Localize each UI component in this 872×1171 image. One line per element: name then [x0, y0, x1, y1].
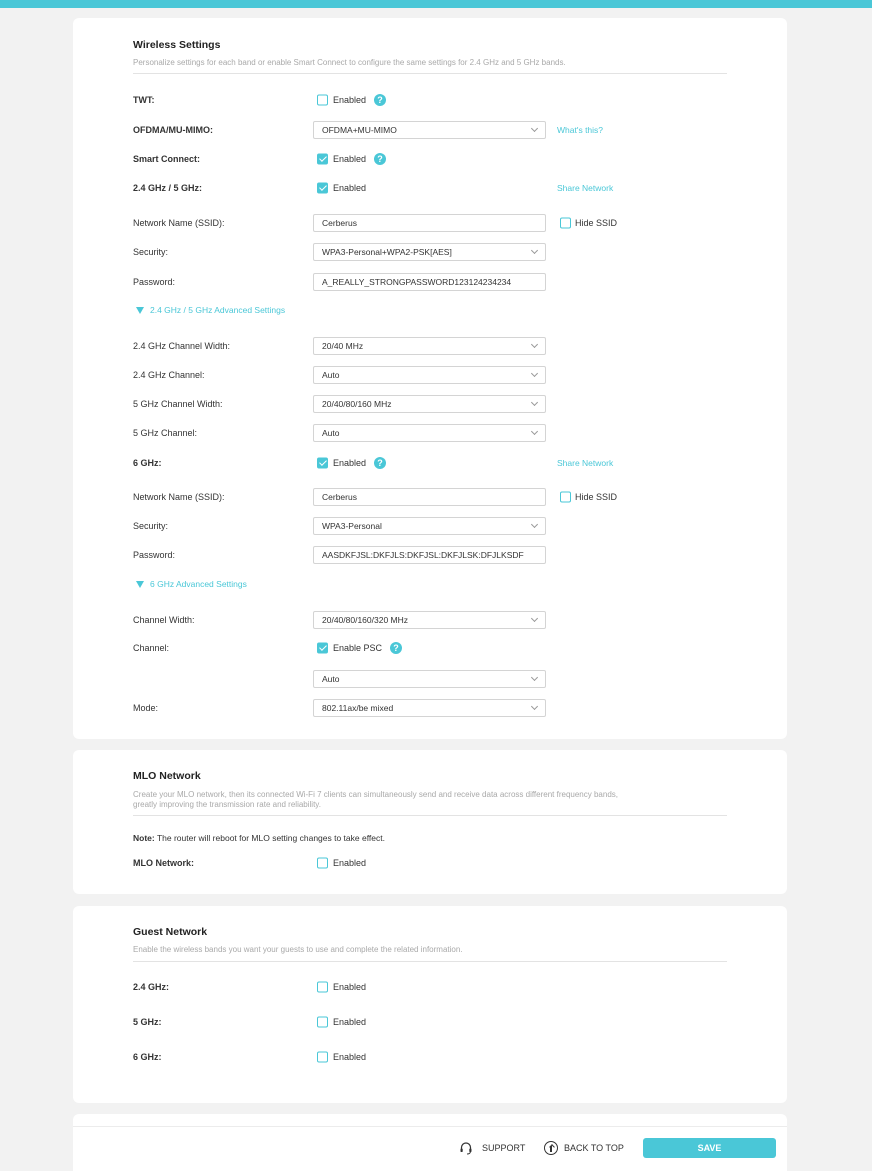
chevron-down-icon: [531, 247, 538, 254]
wireless-settings-card: [73, 18, 787, 739]
ch5-label: 5 GHz Channel:: [133, 428, 198, 438]
twt-row: [73, 90, 787, 110]
ssid6-row: [73, 487, 787, 507]
security6-value: WPA3-Personal: [322, 521, 382, 531]
section-divider: [133, 73, 727, 74]
chevron-down-icon: [531, 615, 538, 622]
section-description-line1: Create your MLO network, then its connected Wi-Fi 7 clients can simultaneously send and receive data across different frequency bands,: [133, 790, 618, 799]
chevron-down-icon: [531, 674, 538, 681]
band-24-5-row: [73, 178, 787, 198]
ssid-input[interactable]: Cerberus: [313, 214, 546, 232]
ch6-psc-row: [73, 638, 787, 658]
share-network-link[interactable]: Share Network: [557, 183, 614, 193]
band-6-enabled-label: Enabled: [333, 458, 367, 468]
footer-divider: [73, 1126, 787, 1127]
band-24-5-label: 2.4 GHz / 5 GHz:: [133, 183, 203, 193]
mlo-network-card: [73, 750, 787, 894]
ch5-width-select[interactable]: [313, 395, 546, 413]
ssid-label: Network Name (SSID):: [133, 218, 225, 228]
ch24-width-label: 2.4 GHz Channel Width:: [133, 341, 231, 351]
chevron-down-icon: [531, 370, 538, 377]
ssid-row: [73, 213, 787, 233]
hide-ssid6-checkbox[interactable]: [560, 492, 571, 503]
ch5-value: Auto: [322, 428, 340, 438]
advanced-settings-link[interactable]: 2.4 GHz / 5 GHz Advanced Settings: [136, 305, 285, 315]
ch6-value: Auto: [322, 674, 340, 684]
mode-value: 802.11ax/be mixed: [322, 703, 394, 713]
ch24-value: Auto: [322, 370, 340, 380]
guest-5-row: [73, 1012, 787, 1032]
save-button[interactable]: SAVE: [643, 1138, 776, 1158]
guest-network-card: [73, 906, 787, 1103]
band-6-label: 6 GHz:: [133, 458, 162, 468]
advanced-settings-toggle-24-5[interactable]: [73, 300, 787, 320]
smart-connect-checkbox[interactable]: [317, 154, 328, 165]
guest-6-enabled-label: Enabled: [333, 1052, 367, 1062]
band-6-checkbox[interactable]: [317, 458, 328, 469]
password6-row: [73, 545, 787, 565]
ch24-select[interactable]: [313, 366, 546, 384]
headset-icon[interactable]: [459, 1141, 473, 1155]
section-divider: [133, 961, 727, 962]
whats-this-link[interactable]: What's this?: [557, 125, 604, 135]
hide-ssid-label: Hide SSID: [575, 218, 618, 228]
security6-select[interactable]: [313, 517, 546, 535]
section-title: Wireless Settings: [133, 39, 221, 51]
password6-label: Password:: [133, 550, 176, 560]
back-to-top-icon[interactable]: [544, 1141, 558, 1155]
password-input[interactable]: A_REALLY_STRONGPASSWORD123124234234: [313, 273, 546, 291]
smart-connect-enabled-label: Enabled: [333, 154, 367, 164]
ch5-width-value: 20/40/80/160 MHz: [322, 399, 392, 409]
section-description: Personalize settings for each band or enable Smart Connect to configure the same settings for 2.4 GHz and 5 GHz bands.: [133, 58, 566, 67]
ch6-select[interactable]: [313, 670, 546, 688]
security-row: [73, 242, 787, 262]
top-accent-bar: [0, 0, 872, 8]
ch6-label: Channel:: [133, 643, 170, 653]
ssid6-input[interactable]: Cerberus: [313, 488, 546, 506]
help-icon[interactable]: ?: [374, 94, 386, 106]
advanced-settings-toggle-6[interactable]: [73, 574, 787, 594]
guest-24-row: [73, 977, 787, 997]
mlo-note: Note: The router will reboot for MLO setting changes to take effect.: [133, 833, 385, 843]
band-24-5-enabled-label: Enabled: [333, 183, 367, 193]
guest-6-row: [73, 1047, 787, 1067]
mode-row: [73, 698, 787, 718]
security-value: WPA3-Personal+WPA2-PSK[AES]: [322, 247, 452, 257]
ofdma-select[interactable]: [313, 121, 546, 139]
ofdma-row: [73, 120, 787, 140]
ch24-width-select[interactable]: [313, 337, 546, 355]
ch6-select-row: [73, 669, 787, 689]
guest-24-enabled-label: Enabled: [333, 982, 367, 992]
guest-24-label: 2.4 GHz:: [133, 982, 170, 992]
ch5-select[interactable]: [313, 424, 546, 442]
ofdma-value: OFDMA+MU-MIMO: [322, 125, 397, 135]
password-row: [73, 272, 787, 292]
guest-6-checkbox[interactable]: [317, 1052, 328, 1063]
chevron-down-icon: [531, 521, 538, 528]
ch24-label: 2.4 GHz Channel:: [133, 370, 205, 380]
hide-ssid-checkbox[interactable]: [560, 218, 571, 229]
chevron-down-icon: [531, 399, 538, 406]
band-24-5-checkbox[interactable]: [317, 183, 328, 194]
guest-5-label: 5 GHz:: [133, 1017, 162, 1027]
share-network-link[interactable]: Share Network: [557, 458, 614, 468]
help-icon[interactable]: ?: [374, 457, 386, 469]
footer-card: [73, 1114, 787, 1171]
ch5-row: [73, 423, 787, 443]
twt-enabled-label: Enabled: [333, 95, 367, 105]
section-title: Guest Network: [133, 926, 208, 938]
security-select[interactable]: [313, 243, 546, 261]
mode-select[interactable]: [313, 699, 546, 717]
mlo-network-row: [73, 853, 787, 873]
section-title: MLO Network: [133, 770, 201, 782]
mlo-network-checkbox[interactable]: [317, 858, 328, 869]
section-divider: [133, 815, 727, 816]
guest-24-checkbox[interactable]: [317, 982, 328, 993]
ch24-row: [73, 365, 787, 385]
chevron-down-icon: [531, 341, 538, 348]
mlo-enabled-label: Enabled: [333, 858, 367, 868]
ch6-width-label: Channel Width:: [133, 615, 195, 625]
twt-checkbox[interactable]: [317, 95, 328, 106]
enable-psc-checkbox[interactable]: [317, 643, 328, 654]
password6-input[interactable]: AASDKFJSL:DKFJLS:DKFJSL:DKFJLSK:DFJLKSDF: [313, 546, 546, 564]
section-description: Enable the wireless bands you want your guests to use and complete the related information.: [133, 945, 463, 954]
ofdma-label: OFDMA/MU-MIMO:: [133, 125, 213, 135]
ch5-width-row: [73, 394, 787, 414]
ch5-width-label: 5 GHz Channel Width:: [133, 399, 223, 409]
back-to-top-link[interactable]: BACK TO TOP: [564, 1143, 624, 1153]
guest-5-enabled-label: Enabled: [333, 1017, 367, 1027]
guest-5-checkbox[interactable]: [317, 1017, 328, 1028]
help-icon[interactable]: ?: [374, 153, 386, 165]
smart-connect-row: [73, 149, 787, 169]
twt-label: TWT:: [133, 95, 155, 105]
security-label: Security:: [133, 247, 169, 257]
chevron-down-icon: [531, 125, 538, 132]
ch24-width-value: 20/40 MHz: [322, 341, 364, 351]
security6-label: Security:: [133, 521, 169, 531]
enable-psc-label: Enable PSC: [333, 643, 383, 653]
support-link[interactable]: SUPPORT: [482, 1143, 526, 1153]
chevron-down-icon: [531, 703, 538, 710]
mlo-network-label: MLO Network:: [133, 858, 195, 868]
ch6-width-select[interactable]: [313, 611, 546, 629]
section-description-line2: greatly improving the transmission rate and reliability.: [133, 800, 321, 809]
advanced-settings-link[interactable]: 6 GHz Advanced Settings: [136, 579, 247, 589]
guest-6-label: 6 GHz:: [133, 1052, 162, 1062]
security6-row: [73, 516, 787, 536]
band-6-row: [73, 453, 787, 473]
help-icon[interactable]: ?: [390, 642, 402, 654]
triangle-down-icon: [136, 307, 144, 314]
ch6-width-row: [73, 610, 787, 630]
footer-actions: [73, 1138, 787, 1158]
password-label: Password:: [133, 277, 176, 287]
hide-ssid6-label: Hide SSID: [575, 492, 618, 502]
triangle-down-icon: [136, 581, 144, 588]
ch24-width-row: [73, 336, 787, 356]
mode-label: Mode:: [133, 703, 159, 713]
smart-connect-label: Smart Connect:: [133, 154, 201, 164]
ch6-width-value: 20/40/80/160/320 MHz: [322, 615, 409, 625]
chevron-down-icon: [531, 428, 538, 435]
ssid6-label: Network Name (SSID):: [133, 492, 225, 502]
